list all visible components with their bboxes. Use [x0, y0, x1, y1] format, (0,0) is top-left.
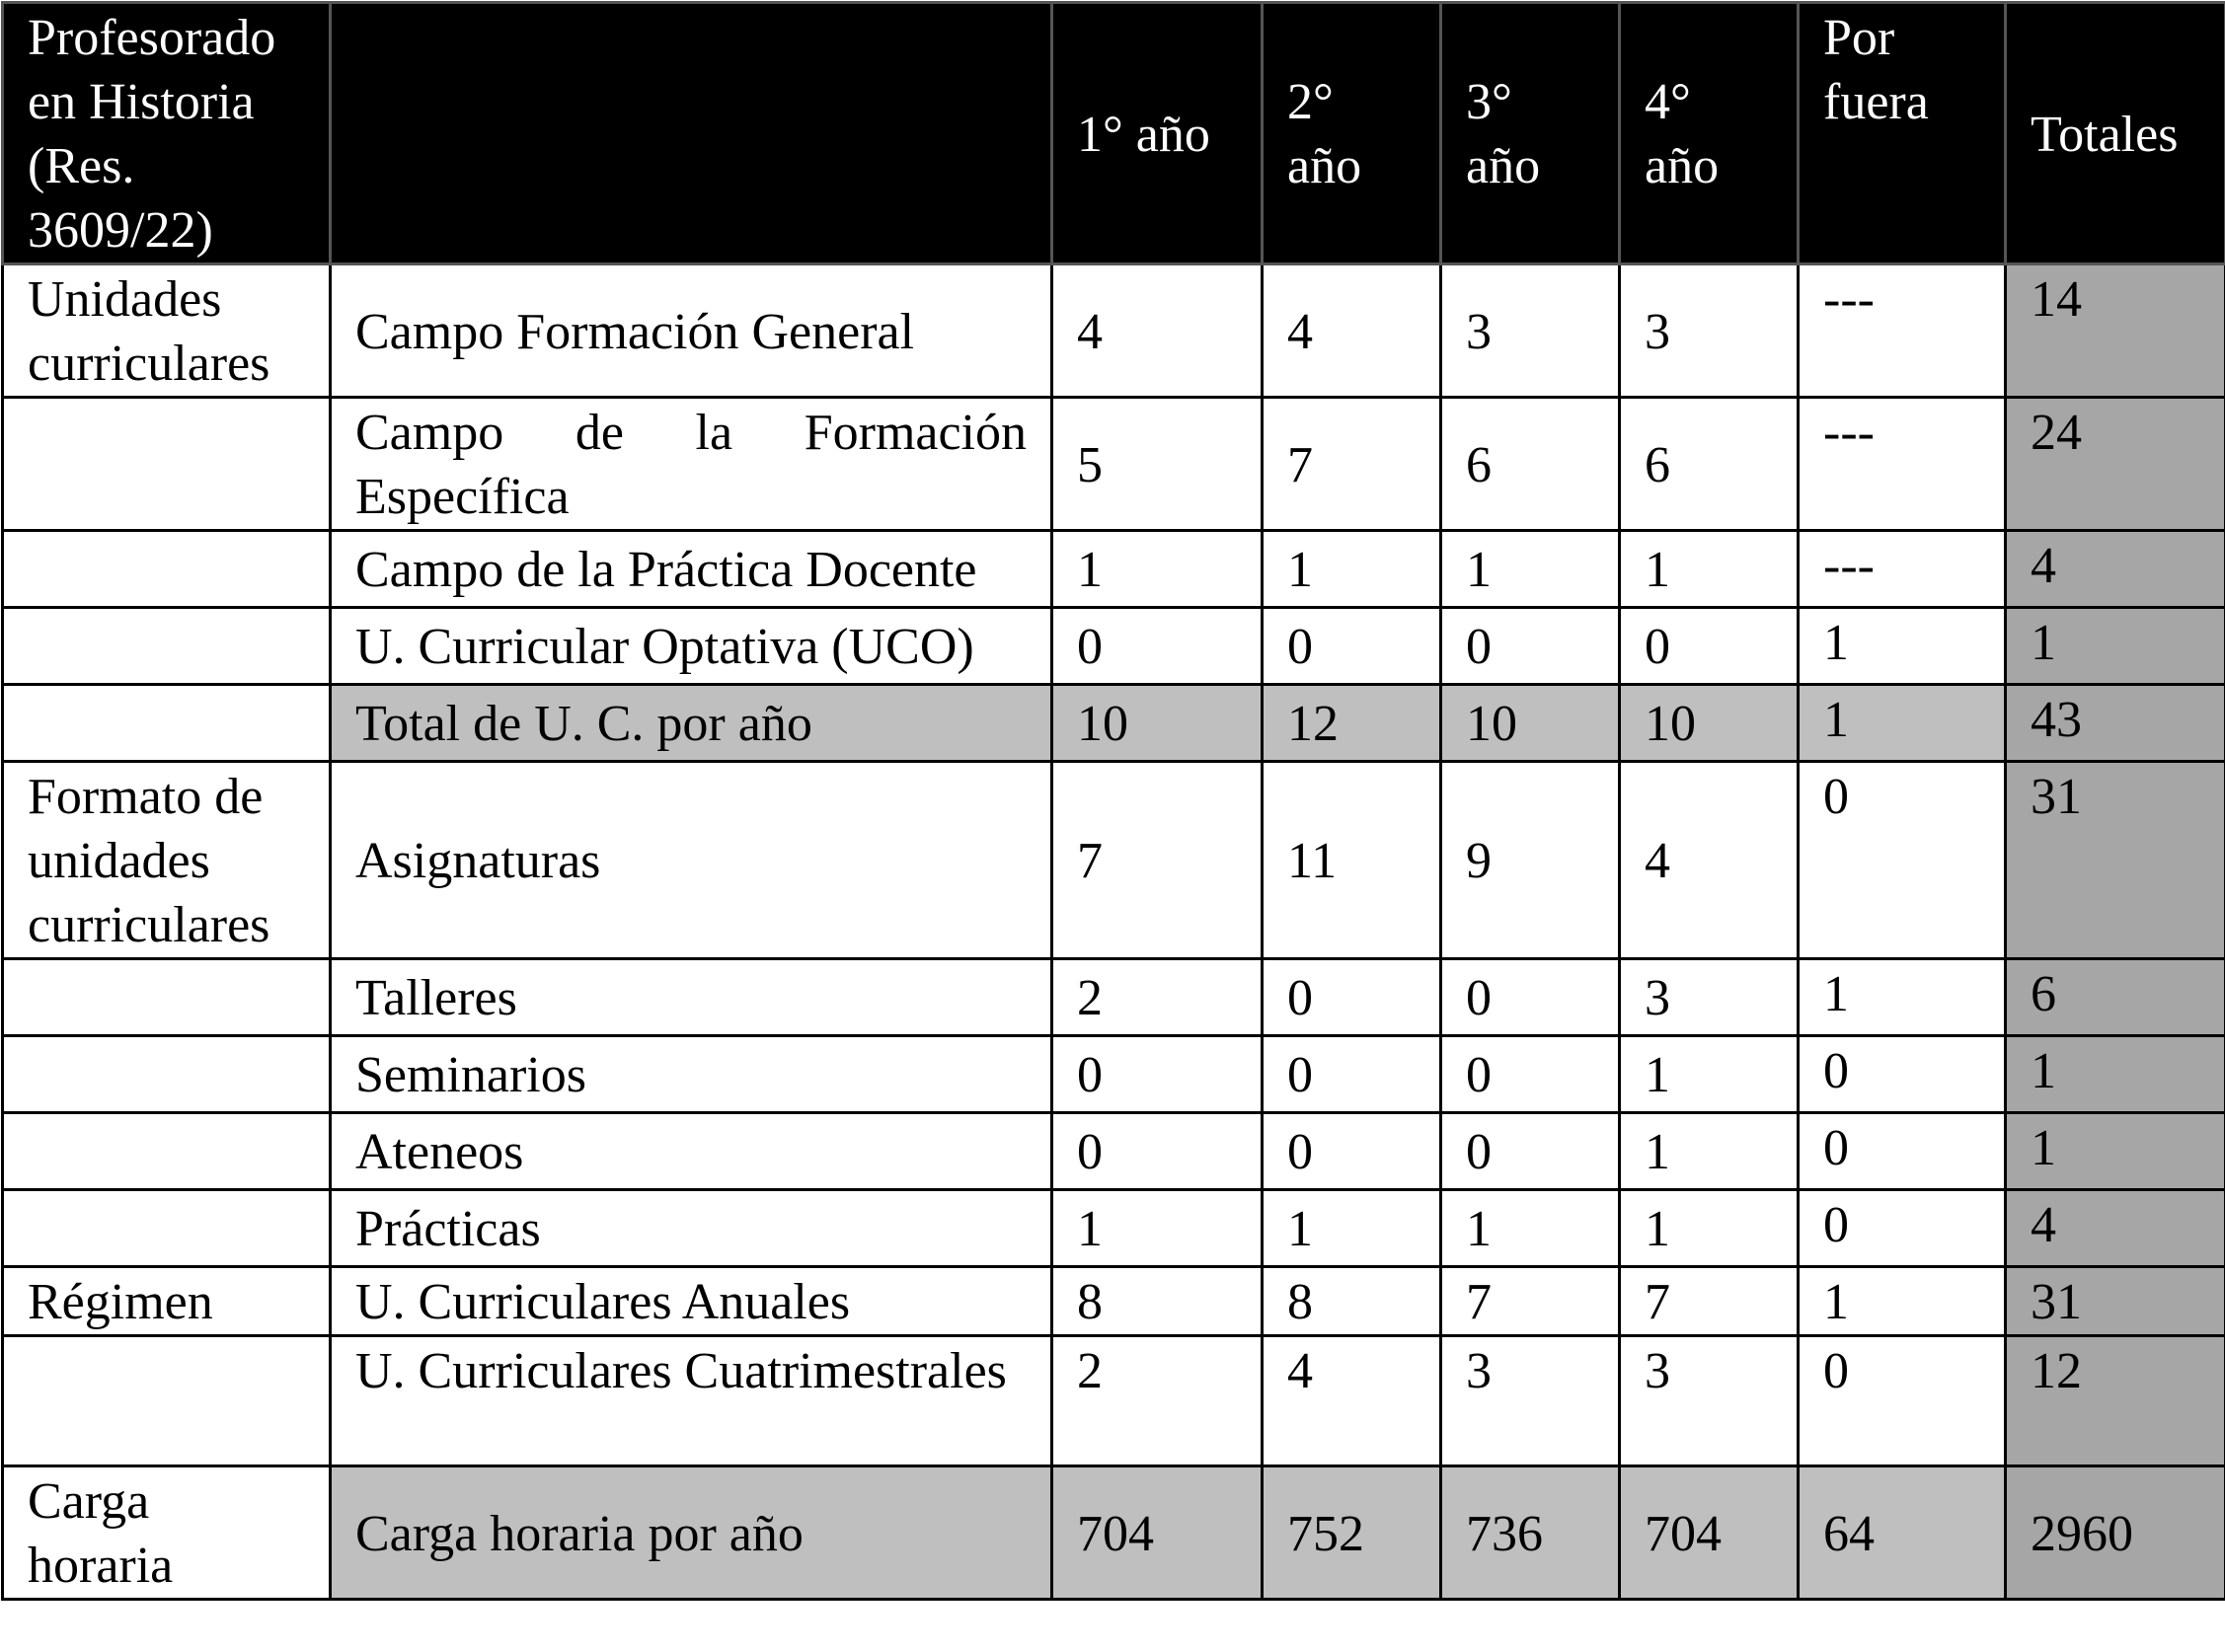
group-cell: [3, 398, 331, 531]
total-cell: 43: [2006, 685, 2225, 762]
group-cell: [3, 1036, 331, 1113]
value-cell: 4: [1620, 762, 1799, 959]
group-cell: [3, 1113, 331, 1190]
value-cell: 0: [1052, 1113, 1263, 1190]
value-cell: 1: [1620, 1036, 1799, 1113]
table-row: [3, 608, 2225, 685]
row-label: U. Curriculares Cuatrimestrales: [331, 1336, 1052, 1466]
value-cell: 0: [1441, 608, 1620, 685]
value-cell: 752: [1263, 1466, 1441, 1600]
total-cell: 14: [2006, 264, 2225, 398]
value-cell: 7: [1620, 1267, 1799, 1336]
group-cell: Formato de unidades curriculares: [3, 762, 331, 959]
group-cell: [3, 1336, 331, 1466]
table-row: [3, 531, 2225, 608]
value-cell: 0: [1799, 1113, 2006, 1190]
value-cell: 0: [1263, 1113, 1441, 1190]
row-label: Total de U. C. por año: [331, 685, 1052, 762]
value-cell: 9: [1441, 762, 1620, 959]
total-cell: 6: [2006, 959, 2225, 1036]
header-cell: Por fuera: [1799, 3, 2006, 264]
value-cell: 3: [1620, 959, 1799, 1036]
total-cell: 1: [2006, 608, 2225, 685]
total-cell: 31: [2006, 762, 2225, 959]
table-row: [3, 762, 2225, 959]
value-cell: 0: [1441, 1036, 1620, 1113]
group-cell: [3, 1190, 331, 1267]
total-cell: 24: [2006, 398, 2225, 531]
total-cell: 1: [2006, 1036, 2225, 1113]
value-cell: 3: [1620, 1336, 1799, 1466]
value-cell: 0: [1620, 608, 1799, 685]
value-cell: 704: [1620, 1466, 1799, 1600]
total-cell: 31: [2006, 1267, 2225, 1336]
value-cell: 0: [1263, 959, 1441, 1036]
header-cell: 4° año: [1620, 3, 1799, 264]
value-cell: 0: [1799, 762, 2006, 959]
total-cell: 1: [2006, 1113, 2225, 1190]
value-cell: 1: [1263, 531, 1441, 608]
value-cell: 1: [1799, 608, 2006, 685]
total-cell: 4: [2006, 531, 2225, 608]
table-row: [3, 398, 2225, 531]
total-cell: 2960: [2006, 1466, 2225, 1600]
value-cell: 8: [1263, 1267, 1441, 1336]
row-label: Campo de la Práctica Docente: [331, 531, 1052, 608]
row-label: Seminarios: [331, 1036, 1052, 1113]
value-cell: 12: [1263, 685, 1441, 762]
value-cell: ---: [1799, 264, 2006, 398]
table-row: [3, 1466, 2225, 1600]
value-cell: 2: [1052, 1336, 1263, 1466]
value-cell: 10: [1620, 685, 1799, 762]
value-cell: 0: [1263, 608, 1441, 685]
value-cell: 6: [1441, 398, 1620, 531]
value-cell: 0: [1263, 1036, 1441, 1113]
value-cell: 0: [1052, 1036, 1263, 1113]
value-cell: 10: [1441, 685, 1620, 762]
value-cell: 0: [1799, 1336, 2006, 1466]
value-cell: 1: [1263, 1190, 1441, 1267]
row-label: Prácticas: [331, 1190, 1052, 1267]
table-row: [3, 959, 2225, 1036]
header-cell: Totales: [2006, 3, 2225, 264]
group-cell: Carga horaria: [3, 1466, 331, 1600]
value-cell: 1: [1799, 959, 2006, 1036]
value-cell: 736: [1441, 1466, 1620, 1600]
total-cell: 4: [2006, 1190, 2225, 1267]
value-cell: ---: [1799, 398, 2006, 531]
value-cell: 1: [1441, 1190, 1620, 1267]
header-cell: 3° año: [1441, 3, 1620, 264]
row-label: Carga horaria por año: [331, 1466, 1052, 1600]
value-cell: 7: [1441, 1267, 1620, 1336]
group-cell: Unidades curriculares: [3, 264, 331, 398]
value-cell: 1: [1052, 1190, 1263, 1267]
value-cell: 6: [1620, 398, 1799, 531]
value-cell: 8: [1052, 1267, 1263, 1336]
row-label: U. Curriculares Anuales: [331, 1267, 1052, 1336]
group-cell: [3, 531, 331, 608]
value-cell: 0: [1441, 959, 1620, 1036]
value-cell: 10: [1052, 685, 1263, 762]
table-row: [3, 1113, 2225, 1190]
row-label: U. Curricular Optativa (UCO): [331, 608, 1052, 685]
group-cell: [3, 685, 331, 762]
value-cell: 7: [1052, 762, 1263, 959]
value-cell: 1: [1799, 685, 2006, 762]
group-cell: Régimen: [3, 1267, 331, 1336]
value-cell: 7: [1263, 398, 1441, 531]
value-cell: 5: [1052, 398, 1263, 531]
value-cell: 64: [1799, 1466, 2006, 1600]
header-row: [3, 3, 2225, 264]
value-cell: 1: [1441, 531, 1620, 608]
value-cell: 1: [1799, 1267, 2006, 1336]
table-row: [3, 1036, 2225, 1113]
group-cell: [3, 959, 331, 1036]
header-cell: 1° año: [1052, 3, 1263, 264]
table-row: [3, 264, 2225, 398]
table-row: [3, 1336, 2225, 1466]
row-label: Talleres: [331, 959, 1052, 1036]
value-cell: 4: [1263, 264, 1441, 398]
value-cell: 0: [1799, 1036, 2006, 1113]
value-cell: 3: [1620, 264, 1799, 398]
value-cell: 4: [1052, 264, 1263, 398]
table-row: [3, 1267, 2225, 1336]
value-cell: 0: [1799, 1190, 2006, 1267]
value-cell: 11: [1263, 762, 1441, 959]
header-cell: 2° año: [1263, 3, 1441, 264]
header-cell: [331, 3, 1052, 264]
value-cell: ---: [1799, 531, 2006, 608]
value-cell: 2: [1052, 959, 1263, 1036]
value-cell: 4: [1263, 1336, 1441, 1466]
table-row: [3, 1190, 2225, 1267]
value-cell: 1: [1620, 531, 1799, 608]
row-label: Ateneos: [331, 1113, 1052, 1190]
row-label: Asignaturas: [331, 762, 1052, 959]
value-cell: 3: [1441, 1336, 1620, 1466]
total-cell: 12: [2006, 1336, 2225, 1466]
value-cell: 1: [1620, 1113, 1799, 1190]
value-cell: 1: [1620, 1190, 1799, 1267]
row-label: Campo de la Formación Específica: [331, 398, 1052, 531]
value-cell: 3: [1441, 264, 1620, 398]
value-cell: 704: [1052, 1466, 1263, 1600]
value-cell: 0: [1441, 1113, 1620, 1190]
table-row: [3, 685, 2225, 762]
value-cell: 1: [1052, 531, 1263, 608]
row-label: Campo Formación General: [331, 264, 1052, 398]
value-cell: 0: [1052, 608, 1263, 685]
header-cell: Profesorado en Historia (Res. 3609/22): [3, 3, 331, 264]
curriculum-summary-table: [1, 1, 2225, 1601]
group-cell: [3, 608, 331, 685]
